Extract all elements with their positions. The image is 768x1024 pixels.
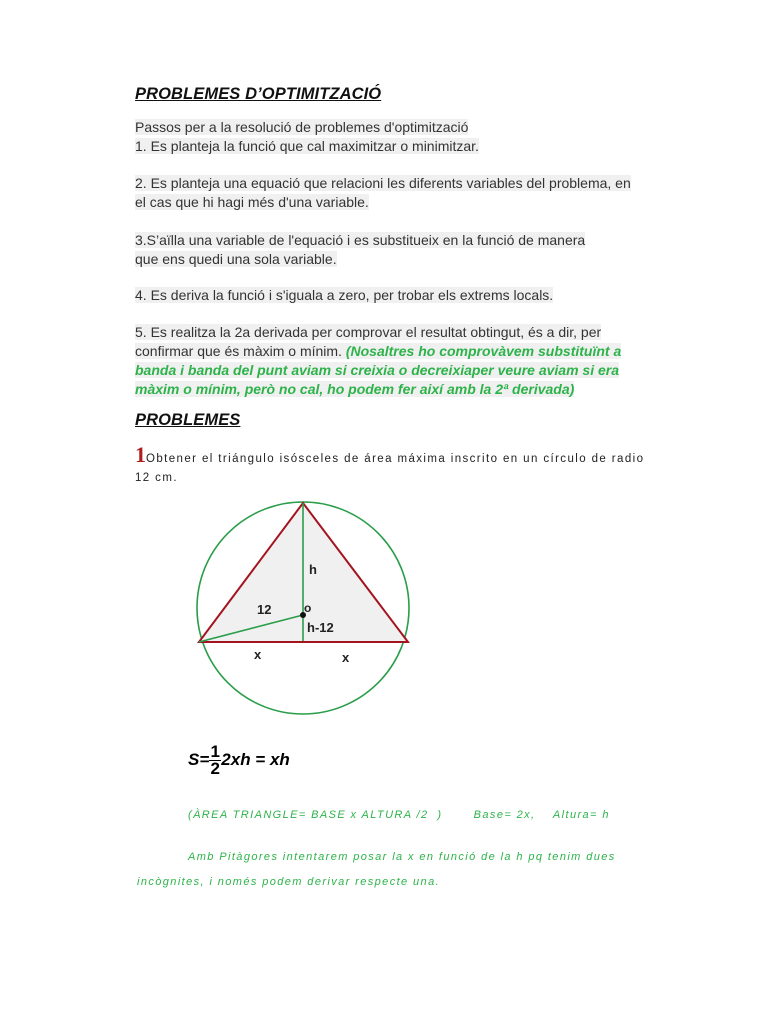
problem-1 — [135, 444, 645, 489]
problems-title: PROBLEMES — [135, 411, 241, 429]
step-3-block — [135, 231, 585, 269]
formula-numerator: 1 — [210, 742, 221, 761]
step-5-green-3: màxim o mínim, però no cal, ho podem fer així amb la 2ª derivada) — [135, 381, 575, 397]
label-radius-12: 12 — [257, 602, 272, 617]
steps-intro: Passos per a la resolució de problemes d'optimització — [135, 119, 469, 135]
step-2-line-1: 2. Es planteja una equació que relacioni les diferents variables del problema, en — [135, 175, 631, 191]
step-5-line-2: confirmar que és màxim o mínim. — [135, 343, 346, 359]
note-pitagores-line-1: Amb Pitàgores intentarem posar la x en funció de la h pq tenim dues — [188, 851, 616, 863]
step-4-block — [135, 286, 553, 305]
page-title: PROBLEMES D’OPTIMITZACIÓ — [135, 85, 382, 103]
problem-1-text-line-2: 12 cm. — [135, 472, 178, 484]
steps-section — [135, 118, 479, 156]
step-5-green-2: banda i banda del punt aviam si creixia o decreixiaper veure aviam si era — [135, 362, 619, 378]
note-area: (ÀREA TRIANGLE= BASE x ALTURA /2 ) Base= 2x, Altura= h — [188, 809, 610, 821]
step-3-line-2: que ens quedi una sola variable. — [135, 251, 337, 267]
label-h: h — [309, 562, 317, 577]
step-2-block — [135, 174, 631, 212]
step-3-line-1: 3.S’aïlla una variable de l'equació i es substitueix en la funció de manera — [135, 232, 586, 248]
formula-rhs: 2xh = xh — [221, 749, 290, 769]
formula-fraction — [209, 744, 221, 777]
formula-lhs: S — [188, 749, 200, 769]
inscribed-triangle-diagram — [190, 495, 420, 715]
step-5-green-1: (Nosaltres ho comprovàvem substituïnt a — [345, 343, 622, 359]
step-5-block — [135, 323, 621, 399]
label-x-left: x — [254, 647, 262, 662]
step-5-line-1: 5. Es realitza la 2a derivada per comprovar el resultat obtingut, és a dir, per — [135, 324, 602, 340]
formula-denominator: 2 — [210, 759, 221, 778]
area-formula — [188, 744, 290, 777]
step-2-line-2: el cas que hi hagi més d'una variable. — [135, 194, 369, 210]
label-x-right: x — [342, 650, 350, 665]
label-center-o: o — [304, 601, 312, 615]
step-4: 4. Es deriva la funció i s'iguala a zero, per trobar els extrems locals. — [135, 287, 554, 303]
note-pitagores — [137, 845, 637, 895]
formula-eq: = — [199, 749, 210, 769]
problem-number: 1 — [135, 442, 146, 467]
problem-1-text-line-1: Obtener el triángulo isósceles de área máxima inscrito en un círculo de radio — [146, 453, 645, 465]
note-pitagores-line-2: incògnites, i només podem derivar respecte una. — [137, 876, 441, 888]
step-1: 1. Es planteja la funció que cal maximitzar o minimitzar. — [135, 138, 479, 154]
label-h-minus-12: h-12 — [307, 620, 334, 635]
